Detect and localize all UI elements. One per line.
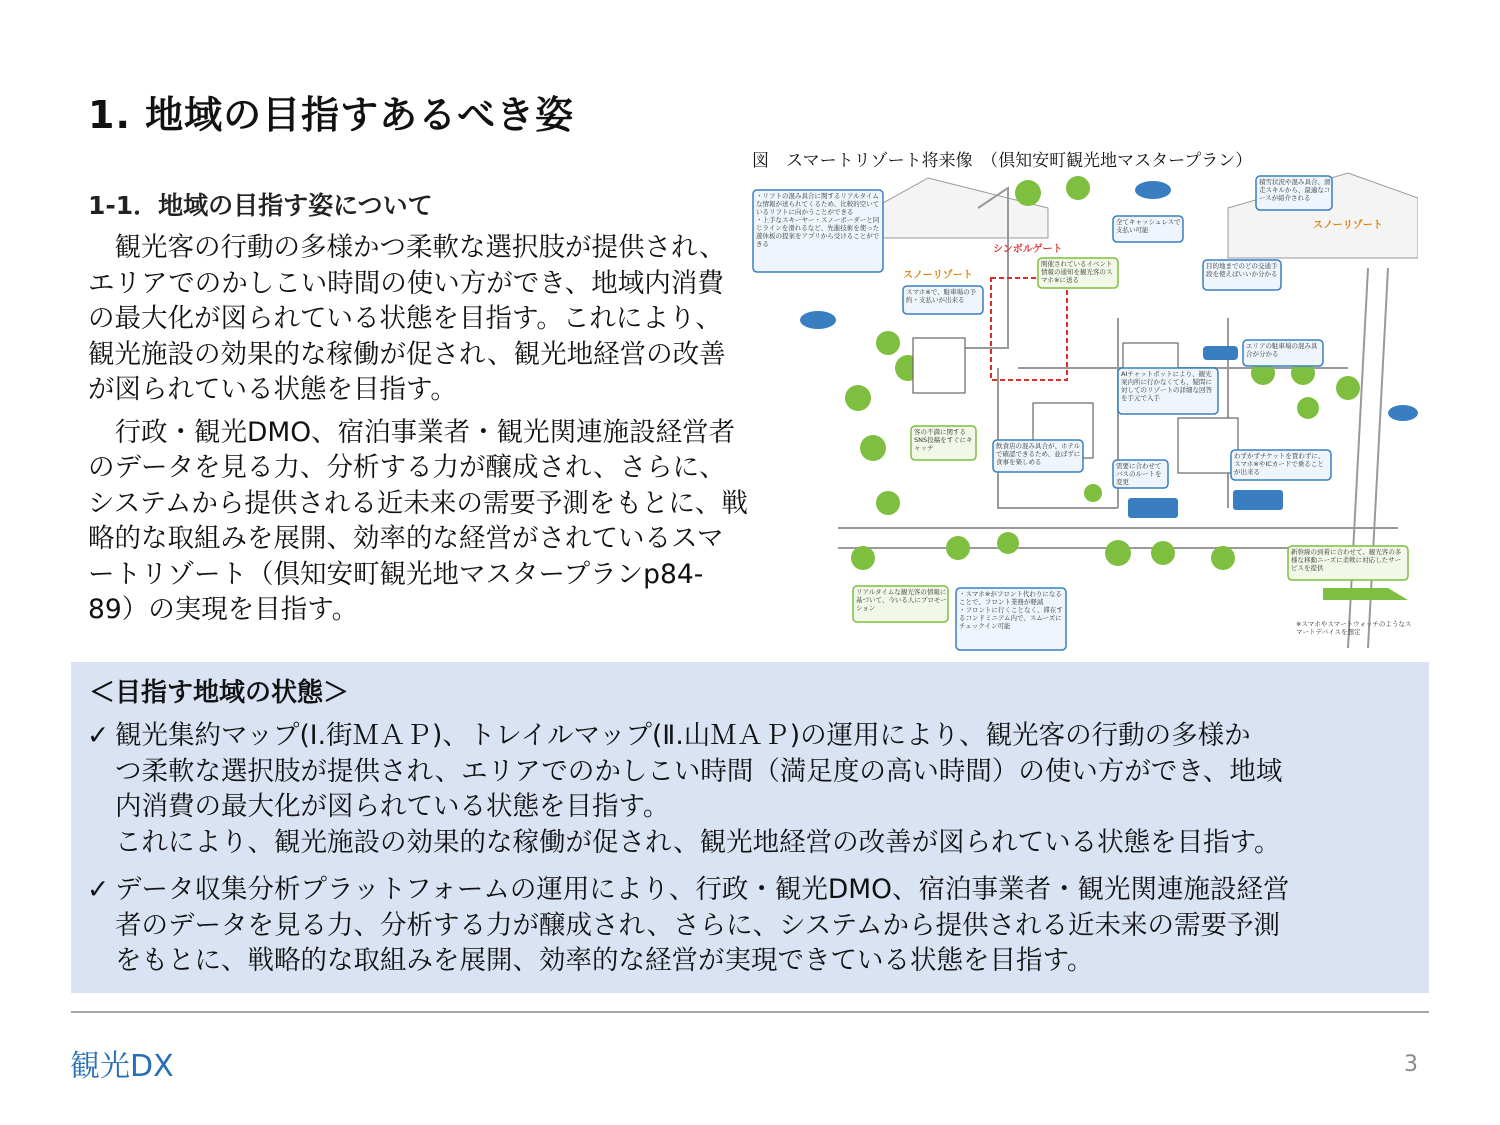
target-item-2-line: 者のデータを見る力、分析する力が醸成され、さらに、システムから提供される近未来の需要予測 [115, 909, 1280, 941]
bus-icon [1128, 498, 1178, 518]
panel-heading: ＜目指す地域の状態＞ [89, 678, 350, 708]
cloud [800, 311, 836, 329]
callout-ic-card: わずかずチケットを買わずに、スマホ※やICカードで乗ることが出来る [1231, 450, 1331, 480]
target-item-1-line: これにより、観光施設の効果的な稼働が促され、観光地経営の改善が図られている状態を目指す。 [115, 826, 1281, 858]
intro-paragraph-2: 行政・観光DMO、宿泊事業者・観光関連施設経営者のデータを見る力、分析する力が醸成され、さらに、システムから提供される近未来の需要予測をもとに、戦略的な取組みを展開、効率的な経営がされているスマートリゾート（倶知安町観光地マスタープランp84-89）の実現を目指す。 [88, 416, 748, 625]
page-title: 1. 地域の目指すあるべき姿 [88, 93, 575, 137]
section-subtitle: 1-1．地域の目指す姿について [88, 191, 433, 220]
callout-course: 積雪状況や混み具合、滑走スキルから、最適なコースが紹介される [1256, 176, 1332, 210]
target-item-2-line: データ収集分析プラットフォームの運用により、行政・観光DMO、宿泊事業者・観光関連施設経営 [115, 874, 1290, 905]
check-icon: ✓ [87, 874, 110, 905]
target-state-panel [71, 662, 1429, 993]
page-number: 3 [1404, 1052, 1418, 1077]
cloud [1135, 181, 1171, 199]
intro-text [88, 230, 748, 635]
smart-resort-illustration [748, 168, 1418, 654]
target-item-1-line: 観光集約マップ(Ⅰ.街ＭＡＰ)、トレイルマップ(Ⅱ.山ＭＡＰ)の運用により、観光客の行動の多様か [115, 720, 1251, 751]
target-item-1 [87, 718, 1417, 860]
callout-sns: 客の不満に関するSNS投稿をすぐにキャッチ [911, 426, 976, 460]
symbol-gate-area [991, 278, 1067, 380]
callout-transport: 目的地までのどの交通手段を使えばいいか分かる [1203, 260, 1281, 290]
callout-parking: スマホ※で、駐車場の予約・支払いが出来る [903, 286, 983, 314]
callout-restaurant: 飲食店の混み具合が、ホテルで確認できるため、並ばずに食事を楽しめる [993, 440, 1083, 472]
target-item-2 [87, 872, 1417, 979]
train-icon [1323, 588, 1408, 600]
target-item-1-line: 内消費の最大化が図られている状態を目指す。 [115, 791, 670, 822]
intro-paragraph-1: 観光客の行動の多様かつ柔軟な選択肢が提供され、エリアでのかしこい時間の使い方ができ、地域内消費の最大化が図られている状態を目指す。これにより、観光施設の効果的な稼働が促され、観光地経営の改善が図られている状態を目指す。 [88, 232, 726, 405]
svg-text:観光DX: 観光DX [70, 1049, 174, 1084]
symbol-gate-label: シンボルゲート [993, 244, 1063, 255]
callout-chatbot: AIチャットボットにより、観光案内所に行かなくても、疑問に対してのリゾートの詳細な回答を手元で入手 [1118, 368, 1218, 414]
figure-caption: 図 スマートリゾート将来像 （倶知安町観光地マスタープラン） [752, 151, 1253, 171]
callout-bus-route: 需要に合わせてバスのルートを変更 [1113, 460, 1168, 488]
callout-shinkansen: 新幹線の到着に合わせて、観光客の多様な移動ニーズに柔軟に対応したサービスを提供 [1288, 546, 1408, 580]
kanko-dx-logo [70, 1040, 200, 1086]
callout-lift: ・リフトの混み具合に関するリアルタイムな情報が送られてくるため、比較的空いているリフトに向かうことができる・上手なスキーヤー・スノーボーダーと同じラインを滑れるなど、先進技術を使った遊休板の提案をアプリから受けることができる [753, 190, 883, 272]
figure-note: ※スマホやスマートウォッチのようなスマートデバイスを想定 [1296, 620, 1412, 636]
snow-resort-label-left: スノーリゾート [903, 270, 973, 281]
footer-divider [71, 1011, 1429, 1013]
callout-front-desk: ・スマホ※がフロント代わりになることで、フロント業務が軽減・フロントに行くことなく、滞在するコンドミニアム内で、スムーズにチェックイン可能 [956, 588, 1066, 650]
callout-parking-status: エリアの駐車場の混み具合が分かる [1243, 340, 1323, 366]
callout-cashless: 全てキャッシュレスで支払い可能 [1113, 216, 1183, 242]
check-icon: ✓ [87, 720, 110, 751]
target-item-2-line: をもとに、戦略的な取組みを展開、効率的な経営が実現できている状態を目指す。 [115, 945, 1094, 976]
target-item-1-line: つ柔軟な選択肢が提供され、エリアでのかしこい時間（満足度の高い時間）の使い方ができ、地域 [115, 755, 1283, 787]
cloud [1388, 405, 1418, 421]
car-icon [1203, 346, 1238, 360]
snow-resort-label-right: スノーリゾート [1313, 220, 1383, 231]
callout-event: 開催されているイベント情報の通知を観光客のスマホ※に送る [1038, 258, 1118, 288]
bus-icon [1233, 490, 1283, 510]
callout-promotion: リアルタイムな観光客の情報に基づいて、今いる人にプロモーション [853, 586, 948, 622]
